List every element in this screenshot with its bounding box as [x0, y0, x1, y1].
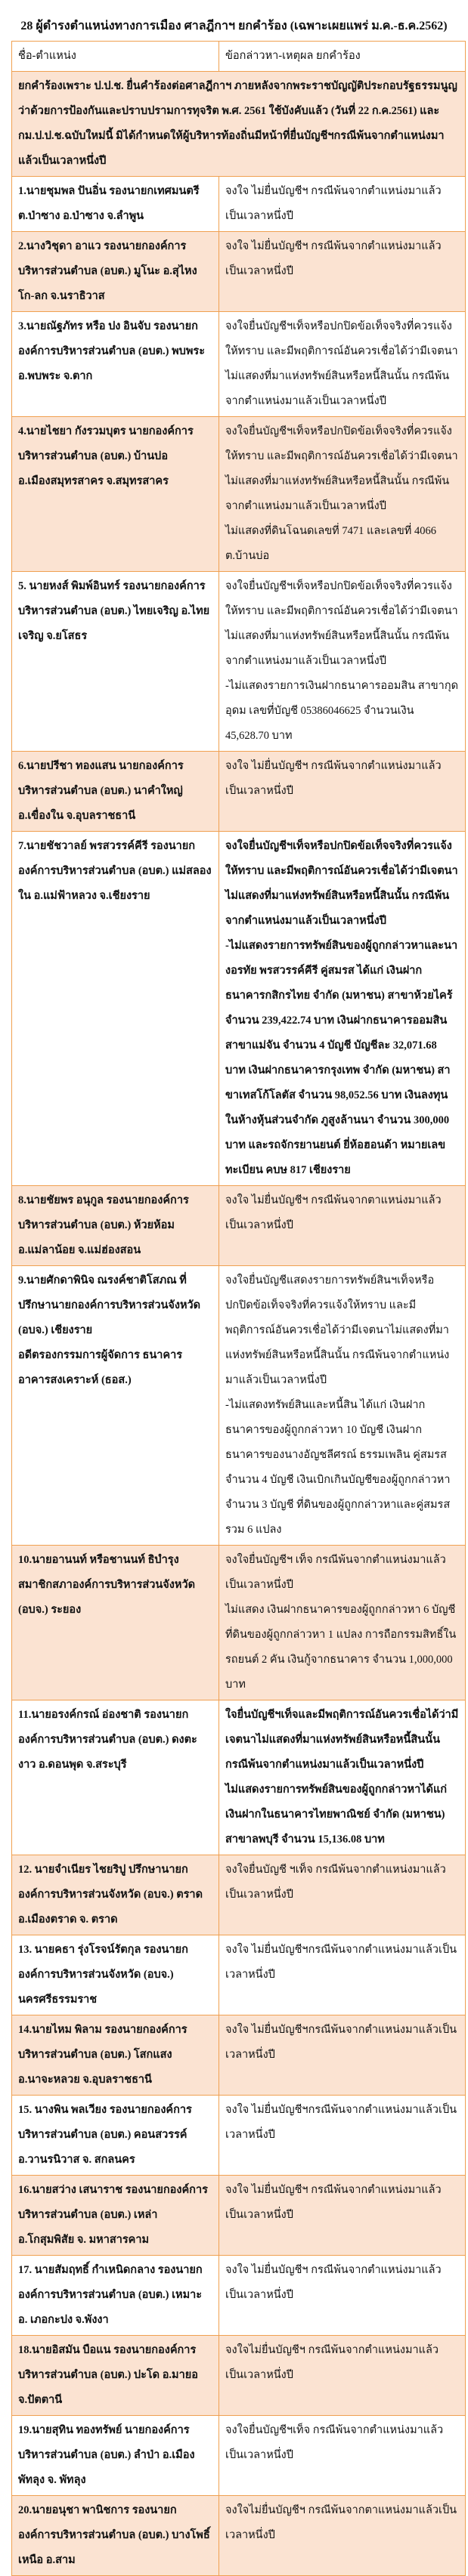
name-position-text: 12. นายจำเนียร ไชยริปู ปรึกษานายกองค์การบริหารส่วนจังหวัด (อบจ.) ตราด อ.เมืองตราด จ. ตราด	[18, 1864, 203, 1926]
charges-reason-text: จงใจ ไม่ยื่นบัญชีฯ กรณีพ้นจากตำแหน่งมาแล้วเป็นเวลาหนึ่งปี	[225, 185, 442, 222]
name-position-text: 14.นายไหม พิลาม รองนายกองค์การบริหารส่วนตำบล (อบต.) โสกแสง	[18, 2024, 188, 2061]
table-row	[12, 232, 466, 312]
table-row	[12, 2496, 466, 2576]
name-position-text: 10.นายอานนท์ หรือชานนท์ ธิบำรุง สมาชิกสภาองค์การบริหารส่วนจังหวัด (อบจ.) ระยอง	[18, 1554, 195, 1616]
charges-reason-text: จงใจ ไม่ยื่นบัญชีฯกรณีพ้นจากตำแหน่งมาแล้วเป็นเวลาหนึ่งปี	[225, 2024, 457, 2061]
name-position-cell	[12, 2096, 219, 2176]
name-position-cell	[12, 572, 219, 752]
charges-reason-text: จงใจยื่นบัญชีแสดงรายการทรัพย์สินฯเท็จหรือปกปิดข้อเท็จจริงที่ควรแจ้งให้ทราบ และมีพฤติการณ์อันควรเชื่อได้ว่ามีเจตนาไม่แสดงที่มาแห่งทรัพย์สินหรือหนี้สินนั้น กรณีพ้นจากตำแหน่งมาแล้วเป็นเวลาหนึ่งปี	[225, 1274, 450, 1386]
name-position-text: 16.นายสว่าง เสนาราช รองนายกองค์การบริหารส่วนตำบล (อบต.) เหล่า อ.โกสุมพิสัย จ. มหาสารคาม	[18, 2184, 208, 2246]
table-row	[12, 1855, 466, 1935]
table-row	[12, 2015, 466, 2096]
intro-row	[12, 72, 466, 177]
charges-reason-cell	[219, 232, 466, 312]
charges-reason-text: ใจยื่นบัญชีฯเท็จและมีพฤติการณ์อันควรเชื่อได้ว่ามีเจตนาไม่แสดงที่มาแห่งทรัพย์สินหรือหนี้สินนั้น กรณีพ้นจากตำแหน่งมาแล้วเป็นเวลาหนึ่งปี	[225, 1709, 459, 1771]
charges-reason-cell	[219, 2496, 466, 2576]
name-position-text: 13. นายคธา รุ่งโรจน์รัตกุล รองนายกองค์การบริหารส่วนจังหวัด (อบจ.) นครศรีธรรมราช	[18, 1944, 188, 2006]
charges-reason-text: จงใจยื่นบัญชีฯเท็จหรือปกปิดข้อเท็จจริงที่ควรแจ้งให้ทราบ และมีพฤติการณ์อันควรเชื่อได้ว่ามีเจตนาไม่แสดงที่มาแห่งทรัพย์สินหรือหนี้สินนั้น กรณีพ้นจากตำแหน่งมาแล้วเป็นเวลาหนึ่งปี	[225, 425, 458, 512]
charges-reason-cell	[219, 2096, 466, 2176]
name-position-text: 9.นายศักดาพินิจ ณรงค์ชาติโสภณ ที่ปรึกษานายกองค์การบริหารส่วนจังหวัด (อบจ.) เชียงราย	[18, 1274, 201, 1336]
name-position-cell	[12, 1266, 219, 1546]
name-position-text: อดีตรองกรรมการผู้จัดการ ธนาคารอาคารสงเคราะห์ (ธอส.)	[18, 1349, 183, 1386]
name-position-cell	[12, 312, 219, 417]
charges-reason-text: จงใจไม่ยื่นบัญชีฯ กรณีพ้นจากตำแหน่งมาแล้ว เป็นเวลาหนึ่งปี	[225, 2344, 439, 2381]
name-position-text: อ.เขื่องใน จ.อุบลราชธานี	[18, 810, 136, 822]
charges-reason-cell	[219, 752, 466, 832]
charges-reason-cell	[219, 2176, 466, 2256]
charges-reason-text: ไม่แสดงรายการทรัพย์สินของผู้ถูกกล่าวหาได้แก่ เงินฝากในธนาคารไทยพาณิชย์ จำกัด (มหาชน) สาขาลพบุรี จำนวน 15,136.08 บาท	[225, 1784, 448, 1846]
name-position-text: 15. นางพิน พลเวียง รองนายกองค์การบริหารส่วนตำบล (อบต.) คอนสวรรค์ อ.วานรนิวาส จ. สกลนคร	[18, 2104, 192, 2166]
charges-reason-cell	[219, 1700, 466, 1855]
name-position-text: 8.นายชัยพร อนุกูล รองนายกองค์การบริหารส่วนตำบล (อบต.) ห้วยห้อม	[18, 1194, 189, 1231]
charges-reason-cell	[219, 572, 466, 752]
table-row	[12, 1935, 466, 2015]
header-name-position: ชื่อ-ตำแหน่ง	[12, 42, 219, 72]
table-row	[12, 177, 466, 232]
table-row	[12, 2336, 466, 2416]
name-position-cell	[12, 1186, 219, 1266]
charges-reason-cell	[219, 2416, 466, 2496]
name-position-text: 11.นายอรงค์กรณ์ อ่องชาติ รองนายกองค์การบริหารส่วนตำบล (อบต.) ดงตะงาว อ.ดอนพุด จ.สระบุรี	[18, 1709, 197, 1771]
header-charges-reason: ข้อกล่าวหา-เหตุผล ยกคำร้อง	[219, 42, 466, 72]
charges-reason-cell	[219, 832, 466, 1186]
table-row	[12, 2176, 466, 2256]
table-row	[12, 312, 466, 417]
charges-reason-text: จงใจ ไม่ยื่นบัญชีฯ กรณีพ้นจากตำแหน่งมาแล้วเป็นเวลาหนึ่งปี	[225, 240, 442, 277]
charges-reason-cell	[219, 1266, 466, 1546]
name-position-cell	[12, 2256, 219, 2336]
cases-table	[11, 41, 466, 2576]
charges-reason-cell	[219, 1855, 466, 1935]
charges-reason-cell	[219, 2015, 466, 2096]
table-row	[12, 1266, 466, 1546]
charges-reason-cell	[219, 1186, 466, 1266]
charges-reason-text: -ไม่แสดงรายการทรัพย์สินของผู้ถูกกล่าวหาและนางอรทัย พรสวรรค์คีรี คู่สมรส ได้แก่ เงินฝากธนาคารกสิกรไทย จำกัด (มหาชน) สาขาห้วยไคร้ จำนวน 239,422.74 บาท เงินฝากธนาคารออมสิน สาขาแม่จัน จำนวน 4 บัญชี บัญชีละ 32,071.68 บาท เงินฝากธนาคารกรุงเทพ จำกัด (มหาชน) สาขาเทสโก้โลตัส จำนวน 98,052.56 บาท เงินลงทุน ในห้างหุ้นส่วนจำกัด ภูสูงล้านนา จำนวน 300,000 บาท และรถจักรยานยนต์ ยี่ห้อฮอนด้า หมายเลขทะเบียน คบษ 817 เชียงราย	[225, 940, 458, 1176]
charges-reason-text: จงใจ ไม่ยื่นบัญชีฯ กรณีพ้นจากตำแหน่งมาแล้วเป็นเวลาหนึ่งปี	[225, 2184, 442, 2221]
table-row	[12, 1700, 466, 1855]
name-position-cell	[12, 1855, 219, 1935]
name-position-text: 3.นายณัฐภัทร หรือ ปง อินจับ รองนายกองค์การบริหารส่วนตำบล (อบต.) พบพระ อ.พบพระ จ.ตาก	[18, 320, 205, 382]
name-position-cell	[12, 2015, 219, 2096]
table-row	[12, 1186, 466, 1266]
charges-reason-text: จงใจยื่นบัญชีฯเท็จหรือปกปิดข้อเท็จจริงที่ควรแจ้งให้ทราบ และมีพฤติการณ์อันควรเชื่อได้ว่ามีเจตนาไม่แสดงที่มาแห่งทรัพย์สินหรือหนี้สินนั้น กรณีพ้นจากตำแหน่งมาแล้วเป็นเวลาหนึ่งปี	[225, 840, 458, 927]
name-position-cell	[12, 752, 219, 832]
charges-reason-text: จงใจยื่นบัญชีฯเท็จหรือปกปิดข้อเท็จจริงที่ควรแจ้งให้ทราบ และมีพฤติการณ์อันควรเชื่อได้ว่ามีเจตนาไม่แสดงที่มาแห่งทรัพย์สินหรือหนี้สินนั้น กรณีพ้นจากตำแหน่งมาแล้วเป็นเวลาหนึ่งปี	[225, 320, 458, 407]
charges-reason-text: จงใจยื่นบัญชี ฯเท็จ กรณีพ้นจากตำแหน่งมาแล้วเป็นเวลาหนึ่งปี	[225, 1864, 446, 1901]
name-position-text: 2.นางวิชุดา อาแว รองนายกองค์การบริหารส่วนตำบล (อบต.) มูโนะ อ.สุไหงโก-ลก จ.นราธิวาส	[18, 240, 197, 302]
name-position-text: 18.นายอิสมัน บือแน รองนายกองค์การบริหารส่วนตำบล (อบต.) ปะโด อ.มายอ จ.ปัตตานี	[18, 2344, 198, 2406]
charges-reason-cell	[219, 1935, 466, 2015]
name-position-cell	[12, 1546, 219, 1700]
intro-text: ยกคำร้องเพราะ ป.ป.ช. ยื่นคำร้องต่อศาลฎีกาฯ ภายหลังจากพระราชบัญญัติประกอบรัฐธรรมนูญว่าด้วยการป้องกันและปราบปรามการทุจริต พ.ศ. 2561 ใช้บังคับแล้ว (วันที่ 22 ก.ค.2561) และ กม.ป.ป.ช.ฉบับใหม่นี้ มิได้กำหนดให้ผู้บริหารท้องถิ่นมีหน้าที่ยื่นบัญชีฯกรณีพ้นจากตำแหน่งมาแล้วเป็นเวลาหนึ่งปี	[12, 72, 466, 177]
charges-reason-text: -ไม่แสดงรายการเงินฝากธนาคารออมสิน สาขากุดอุดม เลขที่บัญชี 05386046625 จำนวนเงิน 45,628.70 บาท	[225, 680, 459, 742]
charges-reason-text: จงใจไม่ยื่นบัญชีฯ กรณีพ้นจากตาแหน่งมาแล้วเป็นเวลาหนึ่งปี	[225, 2504, 457, 2541]
charges-reason-cell	[219, 2256, 466, 2336]
name-position-text: 6.นายปรีชา ทองแสน นายกองค์การบริหารส่วนตำบล (อบต.) นาคำใหญ่	[18, 760, 184, 797]
name-position-text: 20.นายอนุชา พานิชการ รองนายกองค์การบริหารส่วนตำบล (อบต.) บางโพธิ์เหนือ อ.สาม	[18, 2504, 210, 2566]
charges-reason-text: ไม่แสดง เงินฝากธนาคารของผู้ถูกกล่าวหา 6 บัญชี ที่ดินของผู้ถูกกล่าวหา 1 แปลง การถือกรรมสิทธิ์ในรถยนต์ 2 คัน เงินกู้จากธนาคาร จำนวน 1,000,000 บาท	[225, 1604, 457, 1691]
name-position-text: 5. นายหงส์ พิมพ์อินทร์ รองนายกองค์การบริหารส่วนตำบล (อบต.) ไทยเจริญ อ.ไทยเจริญ จ.ยโสธร	[18, 580, 210, 642]
name-position-cell	[12, 2496, 219, 2576]
name-position-cell	[12, 1700, 219, 1855]
name-position-cell	[12, 232, 219, 312]
name-position-text: 19.นายสุทิน ทองทรัพย์ นายกองค์การบริหารส่วนตำบล (อบต.) ลำป่า อ.เมืองพัทลุง จ. พัทลุง	[18, 2424, 195, 2486]
name-position-cell	[12, 832, 219, 1186]
charges-reason-cell	[219, 417, 466, 572]
table-row	[12, 2096, 466, 2176]
charges-reason-text: จงใจยื่นบัญชีฯเท็จหรือปกปิดข้อเท็จจริงที่ควรแจ้งให้ทราบ และมีพฤติการณ์อันควรเชื่อได้ว่ามีเจตนาไม่แสดงที่มาแห่งทรัพย์สินหรือหนี้สินนั้น กรณีพ้นจากตำแหน่งมาแล้วเป็นเวลาหนึ่งปี	[225, 580, 458, 667]
name-position-text: อ.เมืองสมุทรสาคร จ.สมุทรสาคร	[18, 475, 169, 487]
table-row	[12, 1546, 466, 1700]
charges-reason-cell	[219, 312, 466, 417]
charges-reason-text: ไม่แสดงที่ดินโฉนดเลขที่ 7471 และเลขที่ 4066 ต.บ้านบ่อ	[225, 525, 436, 562]
name-position-cell	[12, 2336, 219, 2416]
name-position-cell	[12, 1935, 219, 2015]
table-row	[12, 417, 466, 572]
name-position-text: อ.แม่ลาน้อย จ.แม่ฮ่องสอน	[18, 1244, 141, 1256]
charges-reason-cell	[219, 177, 466, 232]
name-position-text: 4.นายไชยา กังรวมบุตร นายกองค์การบริหารส่วนตำบล (อบต.) บ้านบ่อ	[18, 425, 194, 462]
charges-reason-text: จงใจ ไม่ยื่นบัญชีฯ กรณีพ้นจากตำแหน่งมาแล้วเป็นเวลาหนึ่งปี	[225, 2264, 442, 2301]
table-row	[12, 2256, 466, 2336]
charges-reason-cell	[219, 1546, 466, 1700]
charges-reason-text: จงใจ ไม่ยื่นบัญชีฯ กรณีพ้นจากตำแหน่งมาแล้วเป็นเวลาหนึ่งปี	[225, 760, 442, 797]
charges-reason-cell	[219, 2336, 466, 2416]
charges-reason-text: จงใจ ไม่ยื่นบัญชีฯกรณีพ้นจากตำแหน่งมาแล้วเป็นเวลาหนึ่งปี	[225, 1944, 457, 1981]
table-row	[12, 572, 466, 752]
table-row	[12, 832, 466, 1186]
name-position-text: อ.นาจะหลวย จ.อุบลราชธานี	[18, 2074, 152, 2086]
charges-reason-text: จงใจ ไม่ยื่นบัญชีฯกรณีพ้นจากตำแหน่งมาแล้วเป็นเวลาหนึ่งปี	[225, 2104, 457, 2141]
charges-reason-text: -ไม่แสดงทรัพย์สินและหนี้สิน ได้แก่ เงินฝากธนาคารของผู้ถูกกล่าวหา 10 บัญชี เงินฝากธนาคารของนางอัญชลีศรณ์ ธรรมเพลิน คู่สมรส จำนวน 4 บัญชี เงินเบิกเกินบัญชีของผู้ถูกกล่าวหา จำนวน 3 บัญชี ที่ดินของผู้ถูกกล่าวหาและคู่สมรส รวม 6 แปลง	[225, 1399, 451, 1536]
table-header-row	[12, 42, 466, 72]
name-position-cell	[12, 177, 219, 232]
charges-reason-text: จงใจ ไม่ยื่นบัญชีฯ กรณีพ้นจากตาแหน่งมาแล้วเป็นเวลาหนึ่งปี	[225, 1194, 442, 1231]
name-position-cell	[12, 2176, 219, 2256]
name-position-text: 17. นายสัมฤทธิ์ กำเหนิดกลาง รองนายกองค์การบริหารส่วนตำบล (อบต.) เหมาะ อ. เภอกะปง จ.พังงา	[18, 2264, 203, 2326]
name-position-text: 7.นายชัชวาลย์ พรสวรรค์คีรี รองนายกองค์การบริหารส่วนตำบล (อบต.) แม่สลองใน อ.แม่ฟ้าหลวง จ.เชียงราย	[18, 840, 212, 902]
charges-reason-text: จงใจยื่นบัญชีฯ เท็จ กรณีพ้นจากตำแหน่งมาแล้วเป็นเวลาหนึ่งปี	[225, 1554, 446, 1591]
name-position-cell	[12, 417, 219, 572]
page-title: 28 ผู้ดำรงตำแหน่งทางการเมือง ศาลฎีกาฯ ยกคำร้อง (เฉพาะเผยแพร่ ม.ค.-ธ.ค.2562)	[20, 20, 448, 32]
charges-reason-text: จงใจยื่นบัญชีฯเท็จ กรณีพ้นจากตำแหน่งมาแล้วเป็นเวลาหนึ่งปี	[225, 2424, 444, 2461]
table-row	[12, 2416, 466, 2496]
name-position-text: 1.นายชุมพล ปันอิ่น รองนายกเทศมนตรี ต.ป่าซาง อ.ป่าซาง จ.ลำพูน	[18, 185, 200, 222]
table-row	[12, 752, 466, 832]
name-position-cell	[12, 2416, 219, 2496]
